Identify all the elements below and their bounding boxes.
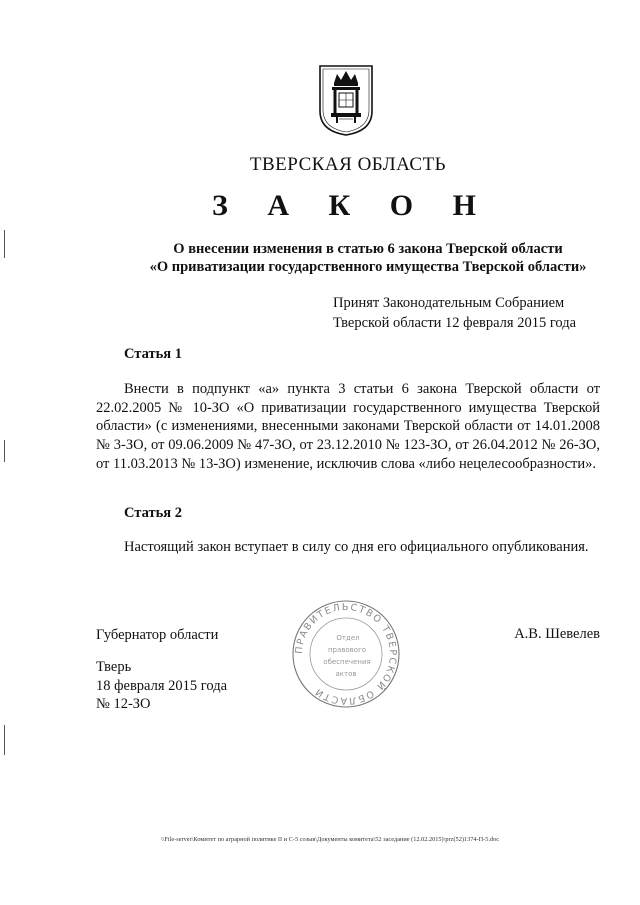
file-path-footer: \\File-server\Комитет по аграрной политике II и С-5 созыв\Документы комитета\52 заседание (12.02.2015)\prz(52)1374-П-5.doc <box>160 836 500 843</box>
stamp-ring-text: ПРАВИТЕЛЬСТВО ТВЕРСКОЙ ОБЛАСТИ <box>293 601 399 707</box>
document-title-line: О внесении изменения в статью 6 закона Тверской области <box>173 241 563 257</box>
scan-edge-mark <box>4 230 5 258</box>
article-2-heading: Статья 2 <box>124 505 182 521</box>
article-1-text: Внести в подпункт «а» пункта 3 статьи 6 закона Тверской области от 22.02.2005 № 10-ЗО «О приватизации государственного имущества Тверской области» (с изменениями, внесенными законами Тверской области от 14.01.2008 № 3-ЗО, от 09.06.2009 № 47-ЗО, от 23.12.2010 № 123-ЗО, от 26.04.2012 № 26-ЗО, от 11.03.2013 № 13-ЗО) изменение, исключив слова «либо нецелесообразности». <box>96 381 600 472</box>
law-number: № 12-ЗО <box>96 696 151 713</box>
official-stamp <box>290 598 402 710</box>
stamp-center-line: актов <box>335 670 357 678</box>
coat-of-arms-emblem <box>317 63 375 137</box>
signatory-position: Губернатор области <box>96 627 219 643</box>
stamp-center-line: обеспечения <box>323 658 371 666</box>
stamp-center-line: правового <box>327 646 367 654</box>
document-type: З А К О Н <box>212 189 492 222</box>
adoption-note-line: Тверской области 12 февраля 2015 года <box>333 315 577 331</box>
scan-edge-mark <box>4 725 5 755</box>
adoption-note <box>333 293 633 333</box>
article-1-heading: Статья 1 <box>124 346 182 362</box>
signing-date: 18 февраля 2015 года <box>96 677 228 694</box>
document-title <box>96 240 640 276</box>
signing-place-date <box>96 658 227 714</box>
article-2-text: Настоящий закон вступает в силу со дня его официального опубликования. <box>124 539 589 555</box>
scan-edge-mark <box>4 440 5 462</box>
signing-city: Тверь <box>96 659 132 675</box>
document-title-line: «О приватизации государственного имущества Тверской области» <box>149 259 587 275</box>
adoption-note-line: Принят Законодательным Собранием <box>333 295 565 311</box>
region-name: ТВЕРСКАЯ ОБЛАСТЬ <box>249 154 447 175</box>
stamp-center-line: Отдел <box>336 634 360 642</box>
signatory-name: А.В. Шевелев <box>514 626 600 642</box>
